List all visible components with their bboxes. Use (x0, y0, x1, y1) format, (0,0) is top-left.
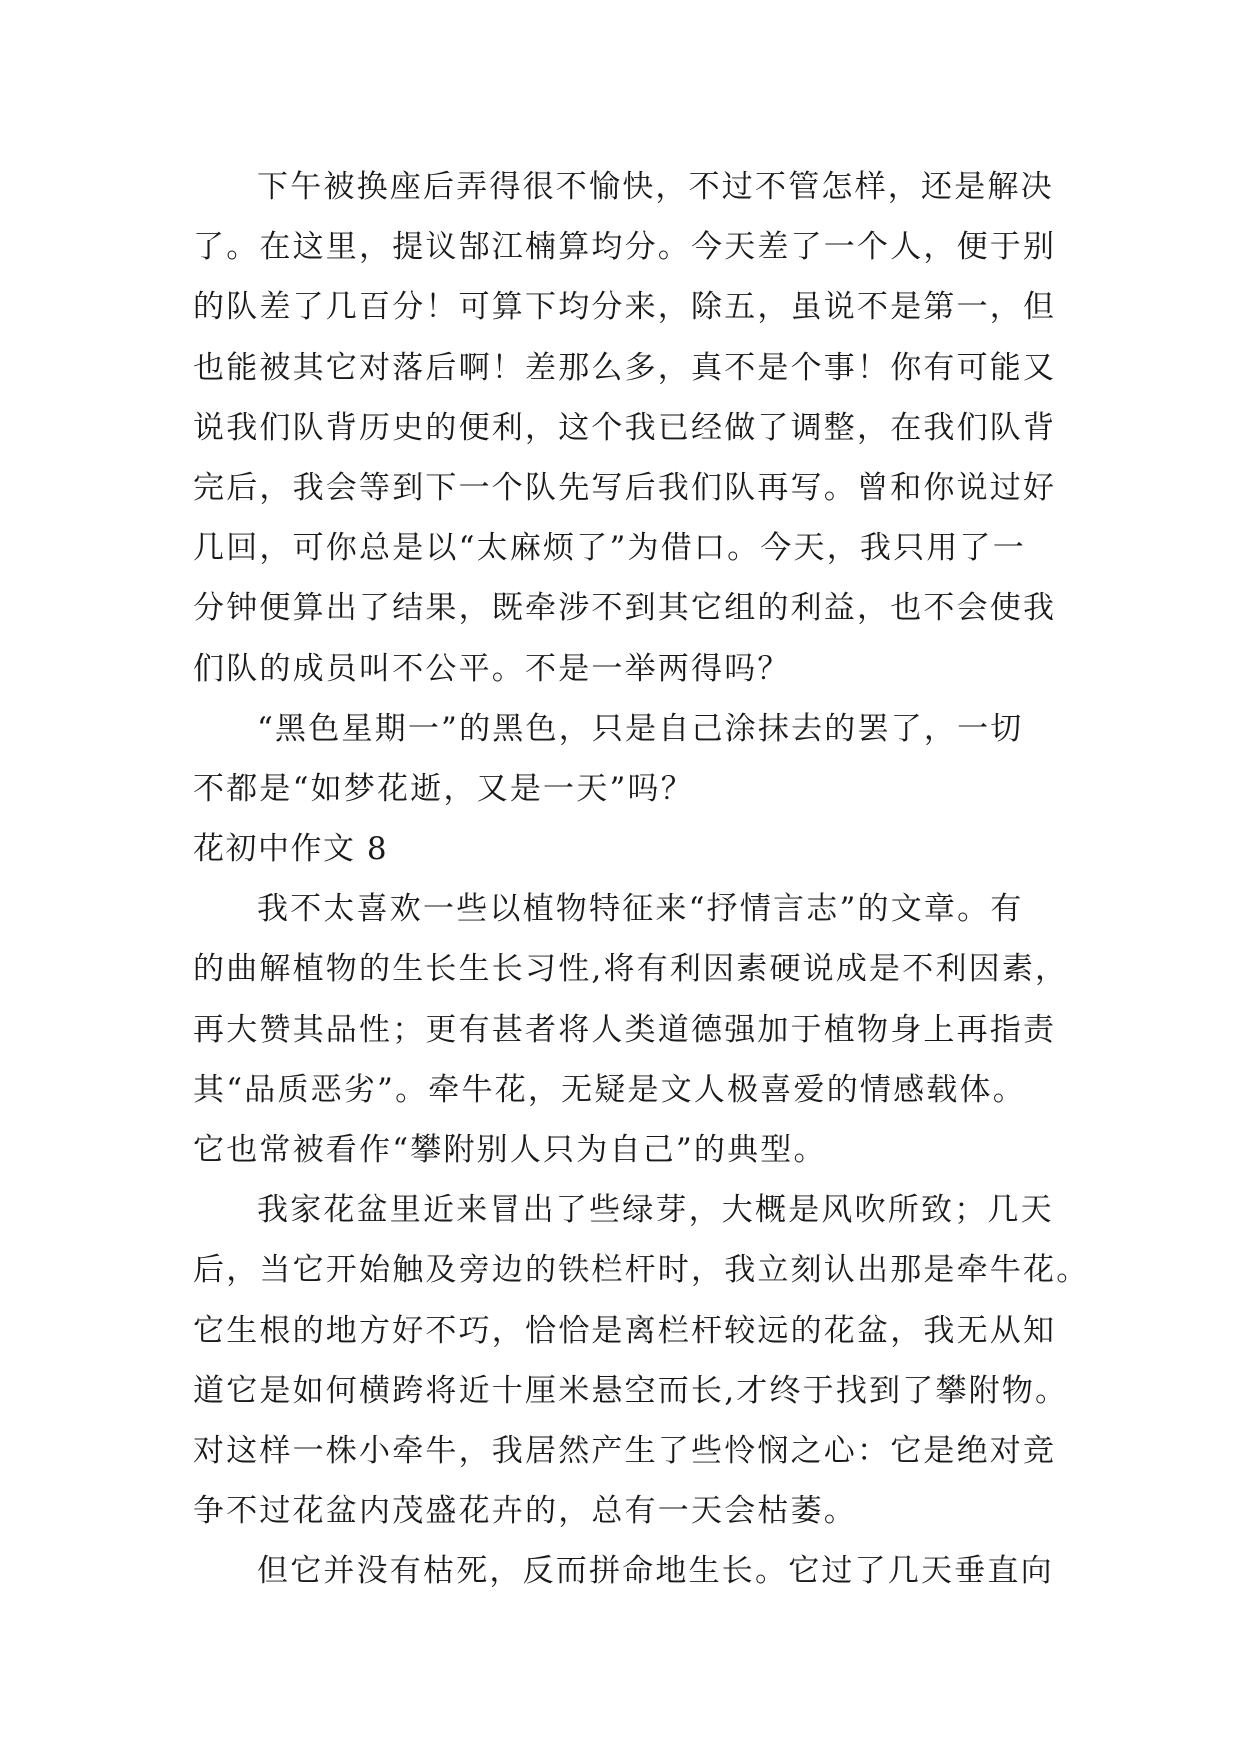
text-line: 完后，我会等到下一个队先写后我们队再写。曾和你说过好 (193, 469, 1057, 506)
text-line: 再大赞其品性；更有甚者将人类道德强加于植物身上再指责 (193, 1011, 1057, 1048)
document-body (193, 157, 1090, 1602)
text-line: 了。在这里，提议郜江楠算均分。今天差了一个人，便于别 (193, 229, 1057, 266)
text-line: 它也常被看作“攀附别人只为自己”的典型。 (193, 1132, 827, 1168)
text-line: 下午被换座后弄得很不愉快，不过不管怎样，还是解决 (257, 169, 1054, 205)
text-line: 道它是如何横跨将近十厘米悬空而长,才终于找到了攀附物。 (193, 1372, 1069, 1409)
text-line: 对这样一株小牵牛，我居然产生了些怜悯之心：它是绝对竞 (193, 1432, 1057, 1469)
text-line: 但它并没有枯死，反而拼命地生长。它过了几天垂直向 (257, 1553, 1054, 1590)
text-line: 的曲解植物的生长生长习性,将有利因素硬说成是不利因素， (193, 951, 1069, 988)
text-line: 它生根的地方好不巧，恰恰是离栏杆较远的花盆，我无从知 (193, 1312, 1057, 1349)
text-line: 我家花盆里近来冒出了些绿芽，大概是风吹所致；几天 (257, 1192, 1054, 1229)
text-line: 分钟便算出了结果，既牵涉不到其它组的利益，也不会使我 (193, 590, 1057, 627)
text-line: 也能被其它对落后啊！差那么多，真不是个事！你有可能又 (193, 349, 1057, 386)
text-line: 后，当它开始触及旁边的铁栏杆时，我立刻认出那是牵牛花。 (193, 1252, 1090, 1289)
text-line: 几回，可你总是以“太麻烦了”为借口。今天，我只用了一 (193, 530, 1026, 567)
text-line: 其“品质恶劣”。牵牛花，无疑是文人极喜爱的情感载体。 (193, 1071, 1026, 1108)
text-line: 的队差了几百分！可算下均分来，除五，虽说不是第一，但 (193, 289, 1057, 326)
section-heading: 花初中作文 8 (193, 831, 389, 868)
text-line: 我不太喜欢一些以植物特征来“抒情言志”的文章。有 (257, 891, 1024, 928)
text-line: 不都是“如梦花逝，又是一天”吗？ (193, 770, 694, 807)
text-line: 争不过花盆内茂盛花卉的，总有一天会枯萎。 (193, 1493, 857, 1530)
text-line: “黑色星期一”的黑色，只是自己涂抹去的罢了，一切 (257, 710, 1024, 747)
text-line: 们队的成员叫不公平。不是一举两得吗？ (193, 650, 791, 687)
text-line: 说我们队背历史的便利，这个我已经做了调整，在我们队背 (193, 409, 1057, 446)
